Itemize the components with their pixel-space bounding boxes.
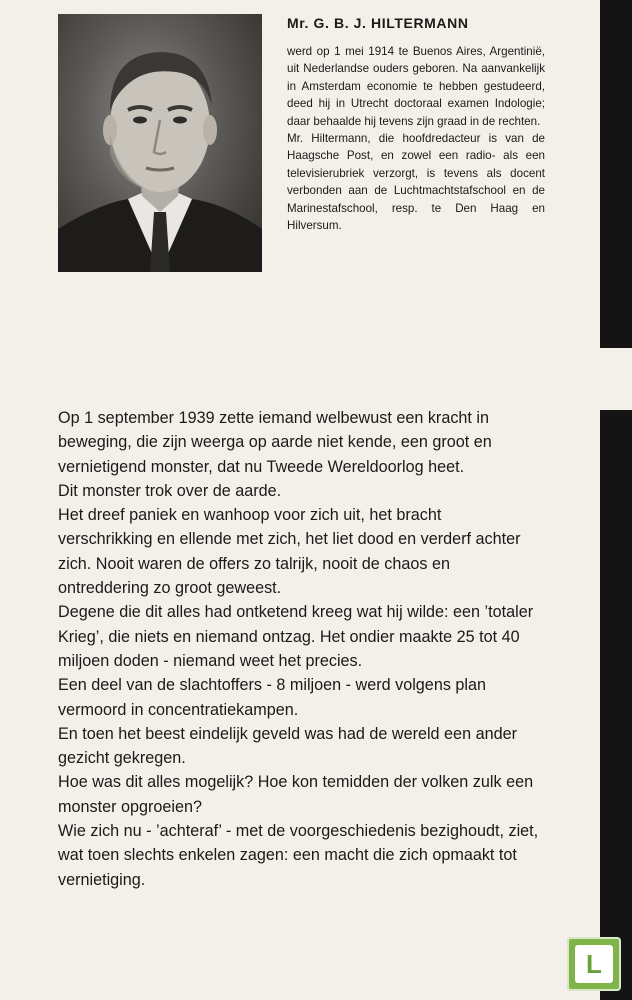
cover-spine-top [600, 0, 632, 348]
blurb-text [58, 406, 540, 892]
cover-spine-bottom [600, 410, 632, 1000]
bio-paragraph: werd op 1 mei 1914 te Buenos Aires, Argentinië, uit Nederlandse ouders geboren. Na aanvankelijk in Amsterdam economie te hebben gestudeerd, deed hij in Utrecht doctoraal examen Indologie; daar behaalde hij tevens zijn graad in de rechten. [287, 45, 545, 128]
stamp-inner [575, 945, 613, 983]
stamp-letter: L [586, 948, 602, 979]
blurb-paragraph: Hoe was dit alles mogelijk? Hoe kon temidden der volken zulk een monster opgroeien? [58, 773, 534, 816]
blurb-paragraph: En toen het beest eindelijk geveld was had de wereld een ander gezicht gekregen. [58, 724, 517, 768]
blurb-paragraph: Wie zich nu - ’achteraf’ - met de voorgeschiedenis bezighoudt, ziet, wat toen slechts enkelen zagen: een macht die zich opmaakt tot vernietiging. [58, 822, 539, 889]
bio-paragraph: Mr. Hiltermann, die hoofdredacteur is van de Haagsche Post, en zowel een radio- als een televisierubriek verzorgt, is tevens als docent verbonden aan de Luchtmachtstafschool en de Marinestafschool, resp. te Den Haag en Hilversum. [287, 132, 545, 233]
blurb-paragraph: Een deel van de slachtoffers - 8 miljoen - werd volgens plan vermoord in concentratiekampen. [58, 676, 487, 719]
blurb-paragraph: Degene die dit alles had ontketend kreeg wat hij wilde: een ’totaler Krieg’, die niets en niemand ontzag. Het ondier maakte 25 tot 40 miljoen doden - niemand weet het precies. [58, 603, 534, 670]
author-portrait [58, 14, 262, 272]
blurb-paragraph: Op 1 september 1939 zette iemand welbewust een kracht in beweging, die zijn weerga op aarde niet kende, een groot en vernietigend monster, dat nu Tweede Wereldoorlog heet. [58, 409, 492, 476]
blurb-paragraph: Het dreef paniek en wanhoop voor zich uit, het bracht verschrikking en ellende met zich, het liet dood en verderf achter zich. Nooit waren de offers zo talrijk, nooit de chaos en ontreddering zo groot geweest. [58, 506, 521, 598]
watermark-stamp [567, 937, 621, 991]
author-bio [287, 14, 545, 234]
blurb-paragraph: Dit monster trok over de aarde. [58, 481, 282, 500]
portrait-illustration [58, 14, 262, 272]
author-name: Mr. G. B. J. HILTERMANN [287, 15, 469, 31]
